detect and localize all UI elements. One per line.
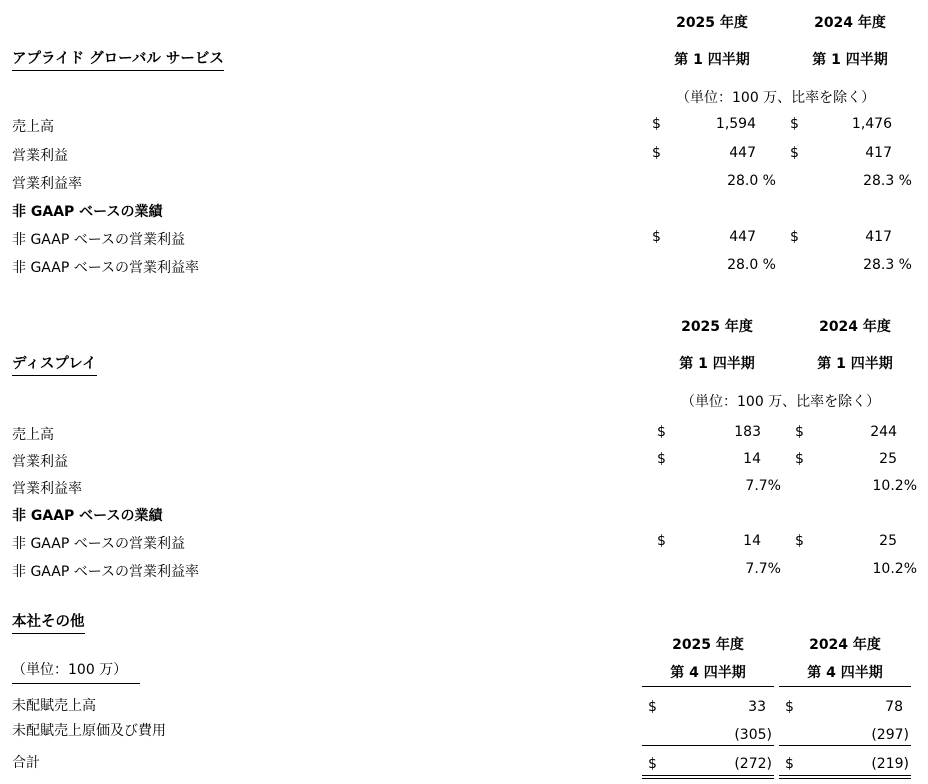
corporate-unallocated-revenue-value-2024: 78 [885, 699, 903, 715]
display-op-margin-value-2024: 10.2% [872, 478, 917, 494]
ags-section-title: アプライド グローバル サービス [12, 47, 224, 71]
display-revenue-value-2024: 244 [870, 424, 897, 440]
display-revenue-label: 売上高 [12, 427, 54, 443]
corporate-total-value-2025: (272) [734, 756, 772, 772]
ags-units-note: （単位：100 万、比率を除く） [676, 90, 876, 106]
ags-nongaap-op-margin-label: 非 GAAP ベースの営業利益率 [12, 260, 200, 276]
display-op-income-dollar2: $ [795, 451, 804, 467]
corporate-unallocated-revenue-value-2025: 33 [748, 699, 766, 715]
corporate-col2-header-rule [779, 686, 911, 687]
ags-revenue-dollar2: $ [790, 116, 799, 132]
corporate-col2-year: 2024 年度 [809, 637, 881, 653]
display-col1-quarter: 第 1 四半期 [679, 356, 755, 372]
corporate-section-title: 本社その他 [12, 610, 85, 634]
ags-op-income-value-2024: 417 [865, 145, 892, 161]
corporate-col2-total-double-rule-bottom [779, 778, 911, 779]
corporate-unallocated-cost-value-2024: (297) [871, 727, 909, 743]
display-nongaap-op-margin-value-2024: 10.2% [872, 561, 917, 577]
corporate-col1-subtotal-rule [642, 745, 774, 746]
display-revenue-dollar1: $ [657, 424, 666, 440]
ags-op-margin-value-2025: 28.0 % [727, 173, 776, 189]
display-nongaap-heading: 非 GAAP ベースの業績 [12, 508, 163, 524]
display-col2-year: 2024 年度 [819, 319, 891, 335]
ags-revenue-value-2024: 1,476 [851, 116, 892, 132]
ags-nongaap-heading: 非 GAAP ベースの業績 [12, 204, 163, 220]
ags-col2-year: 2024 年度 [814, 15, 886, 31]
display-revenue-dollar2: $ [795, 424, 804, 440]
display-op-income-value-2024: 25 [879, 451, 897, 467]
corporate-col1-total-double-rule-bottom [642, 778, 774, 779]
corporate-unallocated-revenue-dollar1: $ [648, 699, 657, 715]
corporate-col1-header-rule [642, 686, 774, 687]
corporate-col1-year: 2025 年度 [672, 637, 744, 653]
ags-nongaap-op-income-value-2024: 417 [865, 229, 892, 245]
display-nongaap-op-income-value-2025: 14 [743, 533, 761, 549]
ags-nongaap-op-income-label: 非 GAAP ベースの営業利益 [12, 232, 186, 248]
display-nongaap-op-income-dollar1: $ [657, 533, 666, 549]
display-col2-quarter: 第 1 四半期 [817, 356, 893, 372]
corporate-col2-quarter: 第 4 四半期 [807, 665, 883, 681]
ags-col1-year: 2025 年度 [676, 15, 748, 31]
ags-nongaap-op-margin-value-2025: 28.0 % [727, 257, 776, 273]
corporate-col2-subtotal-rule [779, 745, 911, 746]
ags-revenue-label: 売上高 [12, 119, 54, 135]
display-op-margin-value-2025: 7.7% [745, 478, 781, 494]
corporate-units-note: （単位：100 万） [12, 659, 140, 684]
display-op-margin-label: 営業利益率 [12, 481, 82, 497]
ags-col2-quarter: 第 1 四半期 [812, 52, 888, 68]
display-nongaap-op-margin-label: 非 GAAP ベースの営業利益率 [12, 564, 200, 580]
corporate-col1-total-double-rule-top [642, 775, 774, 776]
ags-nongaap-op-income-value-2025: 447 [729, 229, 756, 245]
ags-op-margin-value-2024: 28.3 % [863, 173, 912, 189]
corporate-unallocated-cost-label: 未配賦売上原価及び費用 [12, 723, 166, 739]
corporate-col2-total-double-rule-top [779, 775, 911, 776]
display-units-note: （単位：100 万、比率を除く） [681, 394, 881, 410]
ags-revenue-dollar1: $ [652, 116, 661, 132]
corporate-total-dollar1: $ [648, 756, 657, 772]
corporate-total-value-2024: (219) [871, 756, 909, 772]
ags-op-income-dollar2: $ [790, 145, 799, 161]
display-nongaap-op-income-value-2024: 25 [879, 533, 897, 549]
display-op-income-value-2025: 14 [743, 451, 761, 467]
ags-op-income-label: 営業利益 [12, 148, 68, 164]
ags-nongaap-op-margin-value-2024: 28.3 % [863, 257, 912, 273]
display-revenue-value-2025: 183 [734, 424, 761, 440]
corporate-col1-quarter: 第 4 四半期 [670, 665, 746, 681]
display-op-income-label: 営業利益 [12, 454, 68, 470]
ags-op-income-dollar1: $ [652, 145, 661, 161]
ags-col1-quarter: 第 1 四半期 [674, 52, 750, 68]
corporate-unallocated-revenue-label: 未配賦売上高 [12, 698, 96, 714]
display-nongaap-op-income-label: 非 GAAP ベースの営業利益 [12, 536, 186, 552]
display-col1-year: 2025 年度 [681, 319, 753, 335]
display-section-title: ディスプレイ [12, 352, 97, 376]
corporate-unallocated-revenue-dollar2: $ [785, 699, 794, 715]
ags-revenue-value-2025: 1,594 [715, 116, 756, 132]
display-nongaap-op-margin-value-2025: 7.7% [745, 561, 781, 577]
ags-op-margin-label: 営業利益率 [12, 176, 82, 192]
ags-op-income-value-2025: 447 [729, 145, 756, 161]
ags-nongaap-op-income-dollar2: $ [790, 229, 799, 245]
corporate-total-dollar2: $ [785, 756, 794, 772]
corporate-unallocated-cost-value-2025: (305) [734, 727, 772, 743]
display-op-income-dollar1: $ [657, 451, 666, 467]
corporate-total-label: 合計 [12, 755, 40, 771]
display-nongaap-op-income-dollar2: $ [795, 533, 804, 549]
ags-nongaap-op-income-dollar1: $ [652, 229, 661, 245]
